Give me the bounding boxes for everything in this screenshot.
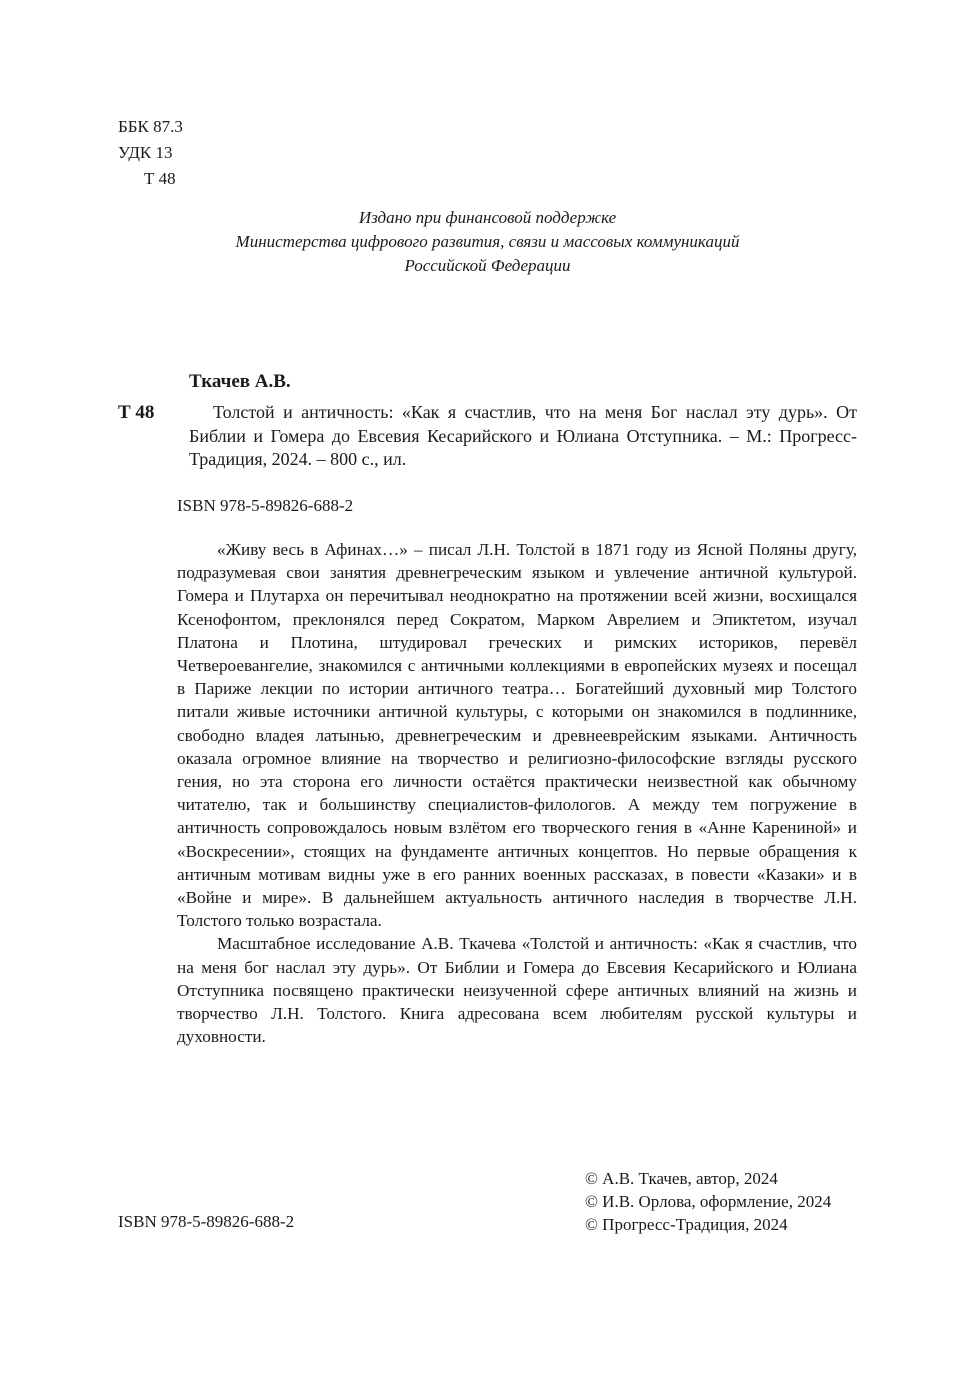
- record-isbn: ISBN 978-5-89826-688-2: [177, 496, 354, 515]
- copyright-design: © И.В. Орлова, оформление, 2024: [585, 1192, 832, 1211]
- author-name: Ткачев А.В.: [189, 371, 291, 392]
- copyright-publisher: © Прогресс-Традиция, 2024: [585, 1215, 788, 1234]
- abstract-paragraph-1: «Живу весь в Афинах…» – писал Л.Н. Толстой в 1871 году из Ясной Поляны другу, подразумевая свои занятия древнегреческим языком и увлечение античной культурой. Гомера и Плутарха он перечитывал неоднократно на протяжении всей жизни, восхищался Ксенофонтом, преклонялся перед Сократом, Марком Аврелием и Эпиктетом, изучал Платона и Плотина, штудировал греческих и римских историков, перевёл Четвероевангелие, знакомился с античными коллекциями в европейских музеях и посещал в Париже лекции по истории античного театра… Богатейший духовный мир Толстого питали живые источники античной культуры, с которыми он знакомился в подлиннике, свободно владея латынью, древнегреческим и древнееврейским языками. Античность оказала огромное влияние на творчество и религиозно-философские взгляды русского гения, но эта сторона его личности остаётся практически неизвестной как обычному читателю, так и большинству специалистов-филологов. А между тем погружение в античность сопровождалось новым взлётом его творческого гения в «Анне Карениной» и «Воскресении», стоящих на фундаменте античных концептов. Но первые обращения к античным мотивам видны уже в его ранних военных рассказах, в повести «Казаки» и в «Войне и мире». В дальнейшем актуальность античного наследия в творчестве Л.Н. Толстого только возрастала.: [177, 540, 857, 931]
- bbk-code: ББК 87.3: [118, 117, 183, 136]
- udk-code: УДК 13: [118, 143, 173, 162]
- funding-line-1: Издано при финансовой поддержке: [358, 208, 617, 227]
- funding-notice: [120, 206, 855, 278]
- copyright-author: © А.В. Ткачев, автор, 2024: [585, 1169, 778, 1188]
- footer-isbn: ISBN 978-5-89826-688-2: [118, 1212, 295, 1231]
- abstract: [177, 538, 857, 1048]
- classification-codes: [118, 114, 183, 192]
- copyright-block: [585, 1167, 831, 1236]
- abstract-paragraph-2: Масштабное исследование А.В. Ткачева «Толстой и античность: «Как я счастлив, что на меня бог наслал эту дурь». От Библии и Гомера до Евсевия Кесарийского и Юлиана Отступника посвящено практически неизученной сфере античных влияний на жизнь и творчество Л.Н. Толстого. Книга адресована всем любителям русской культуры и духовности.: [177, 934, 857, 1047]
- funding-line-3: Российской Федерации: [404, 256, 571, 275]
- funding-line-2: Министерства цифрового развития, связи и массовых коммуникаций: [235, 232, 740, 251]
- author-mark-code: Т 48: [144, 169, 176, 188]
- author-mark: Т 48: [118, 402, 155, 423]
- bibliographic-description: Толстой и античность: «Как я счастлив, что на меня Бог наслал эту дурь». От Библии и Гомера до Евсевия Кесарийского и Юлиана Отступника. – М.: Прогресс-Традиция, 2024. – 800 с., ил.: [189, 402, 857, 469]
